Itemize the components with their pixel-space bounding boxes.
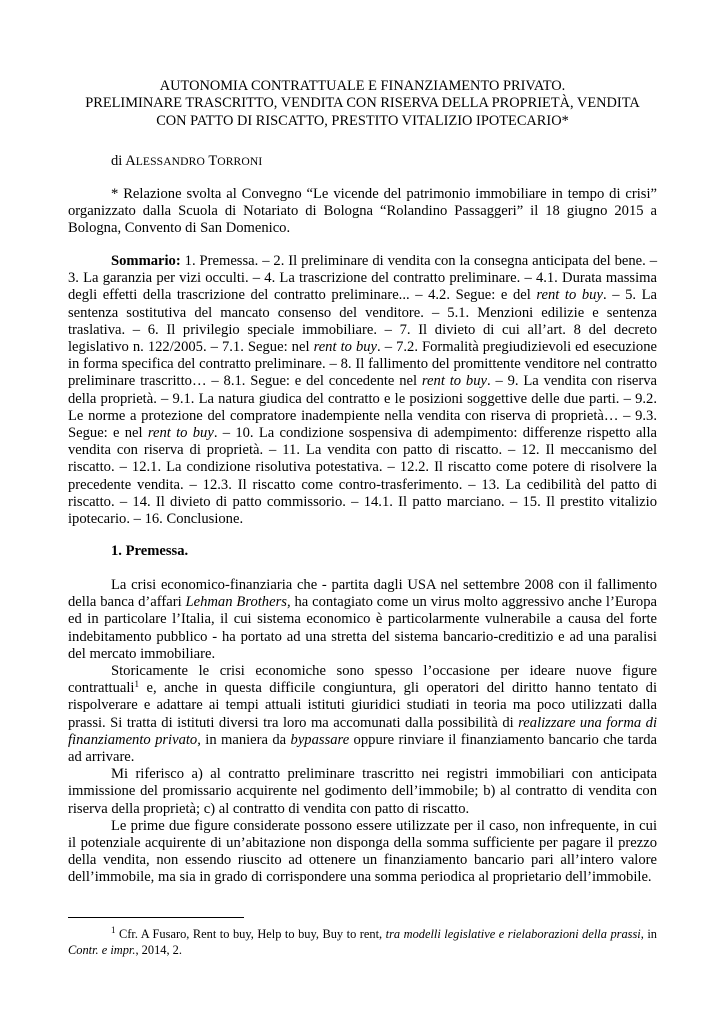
- footnote-number: 1: [111, 925, 116, 935]
- summary-text: . – 9. La vendita con riserva della proprietà. – 9.1. La natura giudica del contratto e le posizioni soggettive delle due parti. – 9.2. Le norme a protezione del compratore inadempiente nella vendita con riserva di proprietà… – 9.3. Segue: e nel: [68, 373, 658, 442]
- footnote-separator: [68, 917, 244, 918]
- summary-text: . – 7.2. Formalità pregiudizievoli ed esecuzione in forma specifica del contratto preliminare. – 8. Il fallimento del promittente venditore nel contratto preliminare trascritto… – 8.1. Segue: e del concedente nel: [68, 339, 658, 390]
- paragraph-text: , ha contagiato come un virus molto aggressivo anche l’Europa ed in particolare l’Italia, il cui sistema economico è particolarmente vulnerabile a causa del forte indebitamento pubblico - ha portato ad una stretta del sistema bancario-creditizio e ad una paralisi del mercato immobiliare.: [68, 594, 657, 662]
- footnote-reference[interactable]: 1: [134, 679, 139, 690]
- footnote-part: in: [643, 927, 658, 941]
- title-line-3: CON PATTO DI RISCATTO, PRESTITO VITALIZIO IPOTECARIO*: [156, 112, 569, 129]
- author-last-rest: ORRONI: [217, 155, 263, 168]
- paragraph-italic: Lehman Brothers: [185, 594, 287, 611]
- author-prefix: di: [111, 153, 126, 169]
- paragraph-text: e, anche in questa difficile congiuntura, gli operatori del diritto hanno tentato di rispolverare e adattare ai tempi attuali istituti giuridici studiati in teoria ma poco utilizzati dalla prassi. Si tratta di istituti diversi tra loro ma accomunati dalla possibilità di: [68, 680, 657, 731]
- summary-text: . – 5. La sentenza sostitutiva del mancato consenso del venditore. – 5.1. Menzioni edilizie e sentenza traslativa. – 6. Il privilegio speciale immobiliare. – 7. Il divieto di cui all’art. 8 del decreto legislativo n. 122/2005. – 7.1. Segue: nel: [68, 287, 658, 356]
- summary-italic: rent to buy: [536, 287, 603, 304]
- body-paragraph-4: Le prime due figure considerate possono essere utilizzate per il caso, non infrequente, in cui il potenziale acquirente di un’abitazione non disponga della somma sufficiente per pagare il prezzo della vendita, non essendo riuscito ad ottenere un finanziamento bancario pari all’intero valore dell’immobile, ma sia in grado di corrispondere una somma periodica al proprietario dell’immobile.: [68, 817, 657, 886]
- paragraph-italic: bypassare: [290, 731, 350, 748]
- section-heading: 1. Premessa.: [111, 543, 189, 559]
- footnote-text: [68, 927, 657, 958]
- summary-italic: rent to buy: [421, 373, 487, 390]
- author-line: [111, 153, 262, 170]
- paragraph-text: Storicamente le crisi economiche sono spesso l’occasione per ideare nuove figure contrattuali: [68, 663, 657, 697]
- footnote-part: Cfr. A Fusaro, Rent to buy, Help to buy, Buy to rent,: [115, 927, 386, 941]
- footnote-italic: tra modelli legislative e rielaborazioni della prassi,: [385, 927, 644, 941]
- conference-note-text: * Relazione svolta al Convegno “Le vicende del patrimonio immobiliare in tempo di crisi” organizzato dalla Scuola di Notariato di Bologna “Rolandino Passaggeri” il 18 giugno 2015 a Bologna, Convento di San Domenico.: [68, 186, 657, 237]
- paragraph-text: La crisi economico-finanziaria che - partita dagli USA nel settembre 2008 con il fallimento della banca d’affari: [68, 577, 657, 611]
- document-title: [60, 78, 665, 130]
- author-last-initial: T: [208, 153, 218, 169]
- summary-paragraph: [68, 253, 657, 528]
- summary-text: 1. Premessa. – 2. Il preliminare di vendita con la consegna anticipata del bene. – 3. La garanzia per vizi occulti. – 4. La trascrizione del contratto preliminare. – 4.1. Durata massima degli effetti della trascrizione del contratto preliminare... – 4.2. Segue: e del: [68, 253, 657, 304]
- body-paragraph-2: [68, 663, 657, 766]
- conference-note: [68, 186, 657, 238]
- body-paragraph-1: [68, 577, 657, 663]
- summary-italic: rent to buy: [313, 339, 378, 356]
- footnote-1: [68, 927, 657, 958]
- title-line-2: PRELIMINARE TRASCRITTO, VENDITA CON RISERVA DELLA PROPRIETÀ, VENDITA: [85, 95, 640, 112]
- body-text: [68, 577, 657, 887]
- footnote-italic: Contr. e impr.: [68, 942, 136, 957]
- summary-italic: rent to buy: [147, 425, 214, 442]
- summary-text: . – 10. La condizione sospensiva di adempimento: differenze rispetto alla vendita con riserva di proprietà. – 11. La vendita con patto di riscatto. – 12. Il meccanismo del riscatto. – 12.1. La condizione risolutiva potestativa. – 12.2. Il riscatto come potere di risolvere la precedente vendita. – 12.3. Il riscatto come contro-trasferimento. – 13. La cedibilità del patto di riscatto. – 14. Il divieto di patto commissorio. – 14.1. Il patto marciano. – 15. Il prestito vitalizio ipotecario. – 16. Conclusione.: [68, 425, 658, 528]
- author-first-initial: A: [125, 153, 136, 169]
- paragraph-text: , in maniera da: [197, 731, 291, 748]
- author-first-rest: LESSANDRO: [135, 155, 205, 168]
- paragraph-text: oppure rinviare il finanziamento bancario che tarda ad arrivare.: [68, 731, 657, 766]
- summary-section: [68, 253, 657, 528]
- summary-label: Sommario:: [111, 253, 181, 269]
- body-paragraph-3: Mi riferisco a) al contratto preliminare trascritto nei registri immobiliari con anticipata immissione del promissario acquirente nel godimento dell’immobile; b) al contratto di vendita con riserva della proprietà; c) al contratto di vendita con patto di riscatto.: [68, 766, 657, 817]
- footnote-part: , 2014, 2.: [135, 942, 182, 957]
- paragraph-italic: realizzare una forma di finanziamento privato: [68, 714, 657, 748]
- title-line-1: AUTONOMIA CONTRATTUALE E FINANZIAMENTO PRIVATO.: [159, 78, 566, 94]
